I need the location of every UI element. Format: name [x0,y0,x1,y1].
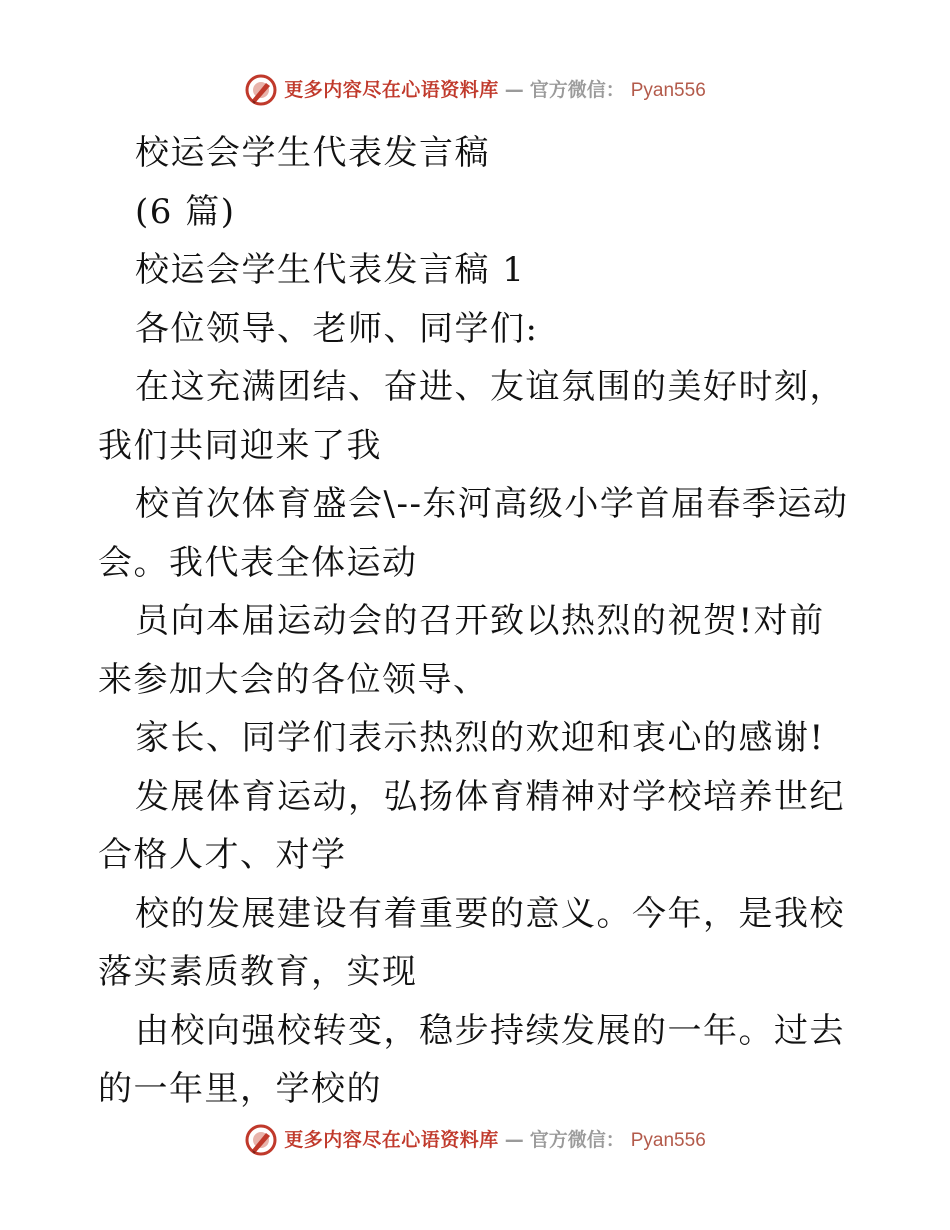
salutation: 各位领导、老师、同学们: [135,308,539,349]
paragraph: 在这充满团结、奋进、友谊氛围的美好时刻，我们共同迎来了我 [98,367,845,466]
watermark-label: 官方微信： [529,1128,625,1151]
watermark-label: 官方微信： [529,78,625,101]
watermark-main-text: 更多内容尽在心语资料库 [284,1128,499,1151]
paragraph: 校首次体育盛会\--东河高级小学首届春季运动会。我代表全体运动 [98,484,849,583]
doc-subtitle: (6 篇) [135,191,236,232]
watermark-main-text: 更多内容尽在心语资料库 [284,78,499,101]
paragraph: 员向本届运动会的召开致以热烈的祝贺!对前来参加大会的各位领导、 [98,601,825,700]
document-body [98,124,858,1119]
paragraph: 家长、同学们表示热烈的欢迎和衷心的感谢! [135,718,825,758]
pen-circle-icon [244,1123,278,1157]
pen-circle-icon [244,73,278,107]
watermark-handle: Pyan556 [630,79,706,101]
watermark-handle: Pyan556 [630,1129,706,1151]
watermark-separator: — [504,1128,524,1151]
watermark-footer [0,1120,950,1160]
doc-title: 校运会学生代表发言稿 [135,133,490,173]
section-heading: 校运会学生代表发言稿 1 [135,250,526,290]
watermark-separator: — [504,78,524,101]
paragraph: 校的发展建设有着重要的意义。今年，是我校落实素质教育，实现 [98,893,845,992]
paragraph: 发展体育运动，弘扬体育精神对学校培养世纪合格人才、对学 [98,776,845,875]
paragraph: 由校向强校转变，稳步持续发展的一年。过去的一年里，学校的 [98,1010,845,1109]
watermark-header [0,70,950,110]
